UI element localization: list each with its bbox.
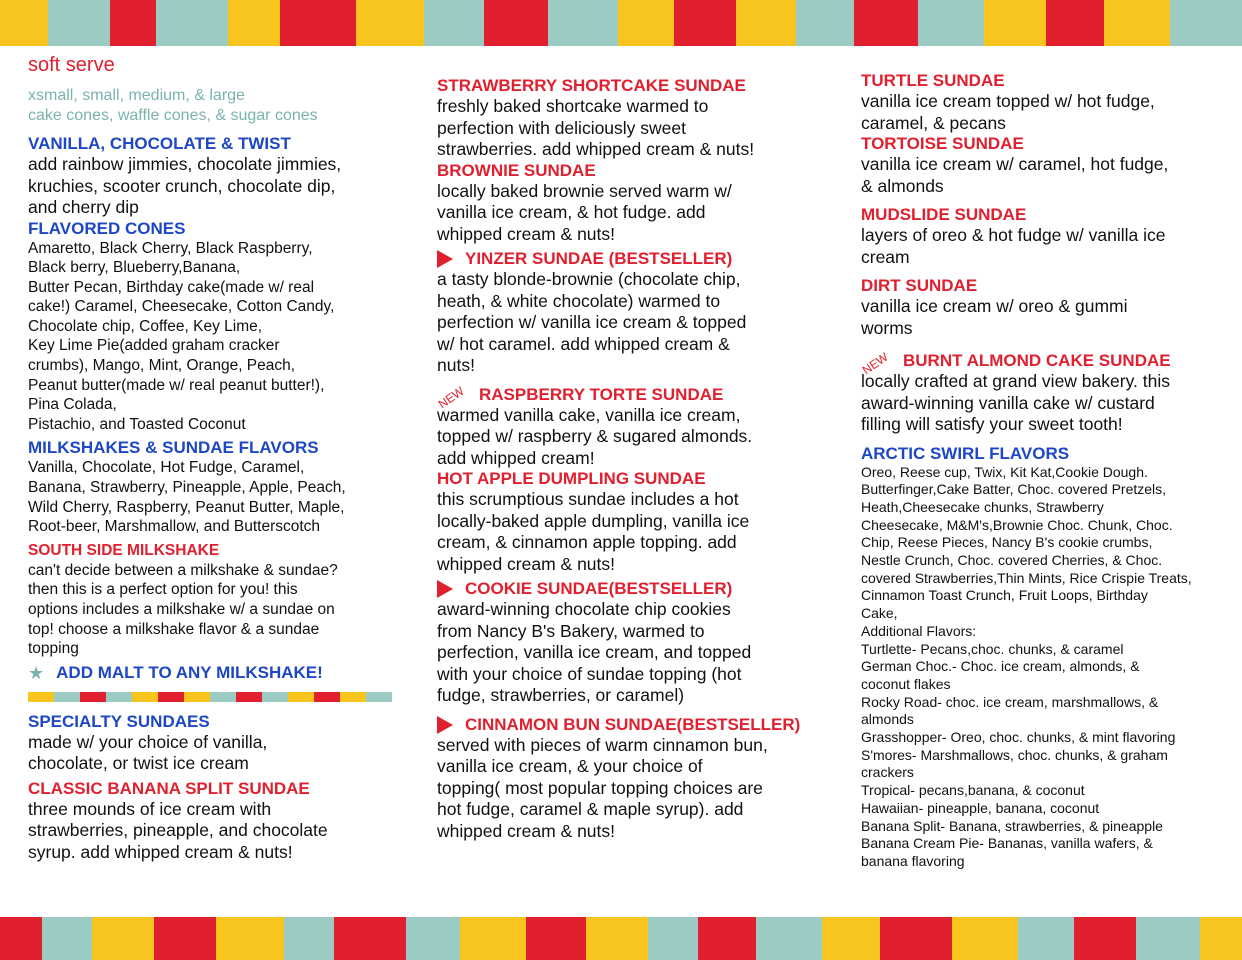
text-line: crumbs), Mango, Mint, Orange, Peach, [28,357,296,375]
text-line: caramel, & pecans [861,112,1006,133]
stripe-segment [880,917,952,960]
text-line: perfection w/ vanilla ice cream & topped [437,312,747,332]
text-line: fudge, strawberries, or caramel) [437,685,685,705]
text-line: topping( most popular topping choices are [437,777,763,798]
section-title-apple: HOT APPLE DUMPLING SUNDAE [437,469,706,488]
arrow-icon [437,716,453,734]
text-line: Tropical- pecans,banana, & coconut [861,782,1085,799]
stripe-segment [184,692,210,702]
stripe-segment [262,692,288,702]
text-line: Cinnamon Toast Crunch, Fruit Loops, Birthday [861,587,1148,604]
text-line: add whipped cream! [437,447,595,468]
section-body-shortcake [437,96,817,161]
section-title-tortoise: TORTOISE SUNDAE [861,134,1024,153]
stripe-segment [1136,917,1200,960]
text-line: then this is a perfect option for you! this [28,581,298,599]
section-body-south-side [28,561,398,659]
stripe-segment [28,692,54,702]
stripe-segment [460,917,526,960]
arrow-icon [437,250,453,268]
text-line: vanilla ice cream w/ oreo & gummi [861,296,1128,316]
top-color-stripe [0,0,1242,46]
stripe-segment [406,917,460,960]
text-line: top! choose a milkshake flavor & a sundae [28,620,320,638]
text-line: cream, & cinnamon apple topping. add [437,532,737,552]
stripe-segment [698,917,756,960]
text-line: from Nancy B's Bakery, warmed to [437,620,705,641]
text-line: cake!) Caramel, Cheesecake, Cotton Candy, [28,298,335,316]
stripe-segment [586,917,648,960]
stripe-segment [334,917,406,960]
column-soft-serve [28,52,398,863]
text-line: served with pieces of warm cinnamon bun, [437,734,768,755]
malt-note [28,663,398,684]
text-line: options includes a milkshake w/ a sundae on [28,601,335,618]
text-line: Chocolate chip, Coffee, Key Lime, [28,317,263,335]
section-title-arctic: ARCTIC SWIRL FLAVORS [861,443,1070,463]
text-line: three mounds of ice cream with [28,798,272,819]
text-line: vanilla ice cream topped w/ hot fudge, [861,91,1155,111]
stripe-segment [284,917,334,960]
stripe-segment [1018,917,1074,960]
stripe-segment [158,692,184,702]
stripe-segment [854,0,918,46]
stripe-segment [1074,917,1136,960]
section-title-milkshakes: MILKSHAKES & SUNDAE FLAVORS [28,438,319,458]
text-line: kruchies, scooter crunch, chocolate dip, [28,175,336,196]
stripe-segment [48,0,110,46]
text-line: made w/ your choice of vanilla, [28,731,268,752]
text-line: Root-beer, Marshmallow, and Butterscotch [28,518,321,536]
text-line: banana flavoring [861,852,965,869]
text-line: can't decide between a milkshake & sundae? [28,561,338,579]
stripe-segment [366,692,392,702]
text-line: add rainbow jimmies, chocolate jimmies, [28,154,342,174]
section-body-dirt [861,296,1226,339]
section-title-shortcake: STRAWBERRY SHORTCAKE SUNDAE [437,76,746,95]
stripe-segment [952,917,1018,960]
text-line: Banana, Strawberry, Pineapple, Apple, Peach, [28,479,346,497]
text-line: worms [861,317,913,338]
stripe-segment [216,917,284,960]
text-line: Black berry, Blueberry,Banana, [28,259,241,277]
stripe-segment [736,0,796,46]
stripe-segment [110,0,156,46]
text-line: crackers [861,764,914,781]
text-line: perfection, vanilla ice cream, and topped [437,642,752,662]
text-line: Rocky Road- choc. ice cream, marshmallows, & [861,693,1159,710]
text-line: award-winning vanilla cake w/ custard [861,392,1155,413]
stripe-segment [356,0,424,46]
text-line: vanilla ice cream w/ caramel, hot fudge, [861,154,1169,174]
stripe-segment [526,917,586,960]
section-body-turtle [861,91,1226,134]
text-line: Oreo, Reese cup, Twix, Kit Kat,Cookie Dough. [861,463,1148,480]
section-body-milkshakes [28,458,398,536]
stripe-segment [1104,0,1170,46]
text-line: vanilla ice cream, & hot fudge. add [437,202,706,222]
text-line: topping [28,640,79,658]
section-heading-yinzer [437,249,817,269]
section-body-vanilla [28,154,398,219]
section-title-dirt: DIRT SUNDAE [861,276,978,295]
stripe-segment [918,0,984,46]
text-line: cream [861,246,910,267]
section-title-flavored-cones: FLAVORED CONES [28,218,186,238]
stripe-segment [674,0,736,46]
stripe-segment [288,692,314,702]
column-sundaes [437,76,817,842]
text-line: Nestle Crunch, Choc. covered Cherries, & Choc. [861,552,1163,569]
stripe-segment [648,917,698,960]
stripe-segment [796,0,854,46]
text-line: layers of oreo & hot fudge w/ vanilla ice [861,225,1166,245]
text-line: locally crafted at grand view bakery. this [861,371,1170,391]
section-title-brownie: BROWNIE SUNDAE [437,160,596,180]
section-heading-raspberry [435,383,817,411]
soft-serve-title: soft serve [28,54,115,76]
text-line: coconut flakes [861,675,951,692]
text-line: Turtlette- Pecans,choc. chunks, & caramel [861,640,1124,657]
text-line: vanilla ice cream, & your choice of [437,756,703,776]
text-line: Chip, Reese Pieces, Nancy B's cookie crumbs, [861,534,1153,551]
text-line: syrup. add whipped cream & nuts! [28,841,293,862]
new-badge: NEW [859,349,891,378]
stripe-segment [228,0,280,46]
text-line: Additional Flavors: [861,622,977,639]
stripe-segment [424,0,484,46]
stripe-segment [92,917,154,960]
stripe-segment [280,0,356,46]
stripe-segment [1200,917,1242,960]
section-heading-almond [859,349,1226,378]
text-line: Butter Pecan, Birthday cake(made w/ real [28,278,315,296]
text-line: Pina Colada, [28,396,117,414]
section-body-almond [861,371,1226,436]
section-body-mudslide [861,225,1226,268]
arrow-icon [437,580,453,598]
stripe-segment [984,0,1046,46]
text-line: nuts! [437,355,475,375]
section-title-cinnamon: CINNAMON BUN SUNDAE(BESTSELLER) [465,714,801,734]
section-body-yinzer [437,269,817,377]
section-title-raspberry: RASPBERRY TORTE SUNDAE [479,384,724,404]
stripe-segment [80,692,106,702]
text-line: whipped cream & nuts! [437,553,616,574]
text-line: & almonds [861,175,944,196]
text-line: strawberries, pineapple, and chocolate [28,820,328,841]
text-line: perfection with deliciously sweet [437,117,687,138]
section-title-vanilla: VANILLA, CHOCOLATE & TWIST [28,134,291,153]
text-line: Cheesecake, M&M's,Brownie Choc. Chunk, Choc. [861,516,1173,533]
text-line: Vanilla, Chocolate, Hot Fudge, Caramel, [28,459,305,477]
section-title-banana-split: CLASSIC BANANA SPLIT SUNDAE [28,778,310,798]
text-line: Banana Cream Pie- Bananas, vanilla wafers, & [861,835,1153,852]
text-line: Hawaiian- pineapple, banana, coconut [861,799,1100,816]
stripe-segment [132,692,158,702]
section-body-specialty [28,732,398,775]
text-line: Amaretto, Black Cherry, Black Raspberry, [28,239,313,257]
section-heading-cinnamon [437,715,817,735]
stripe-segment [54,692,80,702]
stripe-segment [618,0,674,46]
section-title-south-side: SOUTH SIDE MILKSHAKE [28,541,220,559]
text-line: Pistachio, and Toasted Coconut [28,415,246,433]
text-line: whipped cream & nuts! [437,223,616,244]
new-badge: NEW [435,383,467,411]
text-line: Grasshopper- Oreo, choc. chunks, & mint flavoring [861,729,1176,746]
stripe-segment [0,917,42,960]
stripe-segment [756,917,822,960]
section-body-cookie [437,599,817,707]
text-line: covered Strawberries,Thin Mints, Rice Crispie Treats, [861,569,1192,586]
text-line: locally-baked apple dumpling, vanilla ice [437,510,750,531]
text-line: Butterfinger,Cake Batter, Choc. covered Pretzels, [861,481,1167,498]
column-more-sundaes [861,71,1226,871]
section-title-turtle: TURTLE SUNDAE [861,71,1005,90]
section-body-arctic [861,464,1226,871]
cones-line: cake cones, waffle cones, & sugar cones [28,107,318,124]
text-line: and cherry dip [28,197,139,217]
text-line: this scrumptious sundae includes a hot [437,489,739,509]
section-body-tortoise [861,154,1226,197]
text-line: freshly baked shortcake warmed to [437,96,709,116]
sizes-line: xsmall, small, medium, & large [28,87,245,104]
stripe-segment [340,692,366,702]
text-line: hot fudge, caramel & maple syrup). add [437,799,744,819]
stripe-segment [314,692,340,702]
text-line: almonds [861,711,914,728]
text-line: filling will satisfy your sweet tooth! [861,414,1123,434]
text-line: warmed vanilla cake, vanilla ice cream, [437,404,741,425]
text-line: Banana Split- Banana, strawberries, & pineapple [861,817,1163,834]
section-title-specialty: SPECIALTY SUNDAES [28,711,210,731]
stripe-segment [154,917,216,960]
section-body-cinnamon [437,735,817,843]
stripe-segment [42,917,92,960]
text-line: topped w/ raspberry & sugared almonds. [437,426,753,446]
stripe-segment [822,917,880,960]
stripe-segment [484,0,548,46]
section-title-almond: BURNT ALMOND CAKE SUNDAE [903,351,1171,370]
text-line: whipped cream & nuts! [437,820,616,841]
text-line: Cake, [861,605,898,622]
text-line: S'mores- Marshmallows, choc. chunks, & graham [861,746,1168,763]
section-heading-cookie [437,579,817,599]
stripe-segment [548,0,618,46]
stripe-segment [1170,0,1242,46]
section-title-mudslide: MUDSLIDE SUNDAE [861,205,1027,224]
stripe-segment [210,692,236,702]
section-body-apple [437,489,817,575]
text-line: heath, & white chocolate) warmed to [437,290,721,311]
stripe-segment [1046,0,1104,46]
section-body-banana-split [28,799,398,864]
text-line: with your choice of sundae topping (hot [437,663,742,684]
section-title-yinzer: YINZER SUNDAE (BESTSELLER) [465,249,733,268]
text-line: strawberries. add whipped cream & nuts! [437,139,755,159]
text-line: Key Lime Pie(added graham cracker [28,337,280,355]
text-line: award-winning chocolate chip cookies [437,599,731,619]
text-line: w/ hot caramel. add whipped cream & [437,333,730,354]
malt-note-text: ADD MALT TO ANY MILKSHAKE! [56,663,323,683]
text-line: chocolate, or twist ice cream [28,753,249,774]
stripe-segment [0,0,48,46]
text-line: Wild Cherry, Raspberry, Peanut Butter, Maple, [28,498,345,516]
stripe-segment [236,692,262,702]
text-line: locally baked brownie served warm w/ [437,180,732,201]
text-line: Peanut butter(made w/ real peanut butter!), [28,376,325,394]
text-line: Heath,Cheesecake chunks, Strawberry [861,498,1104,515]
section-divider-stripe [28,692,392,702]
section-body-flavored-cones [28,239,398,435]
bottom-color-stripe [0,917,1242,960]
text-line: a tasty blonde-brownie (chocolate chip, [437,269,741,289]
text-line: German Choc.- Choc. ice cream, almonds, & [861,658,1140,675]
section-body-brownie [437,181,817,246]
stripe-segment [106,692,132,702]
section-title-cookie: COOKIE SUNDAE(BESTSELLER) [465,579,733,598]
star-icon: ★ [28,662,45,683]
section-body-raspberry [437,405,817,470]
stripe-segment [156,0,228,46]
